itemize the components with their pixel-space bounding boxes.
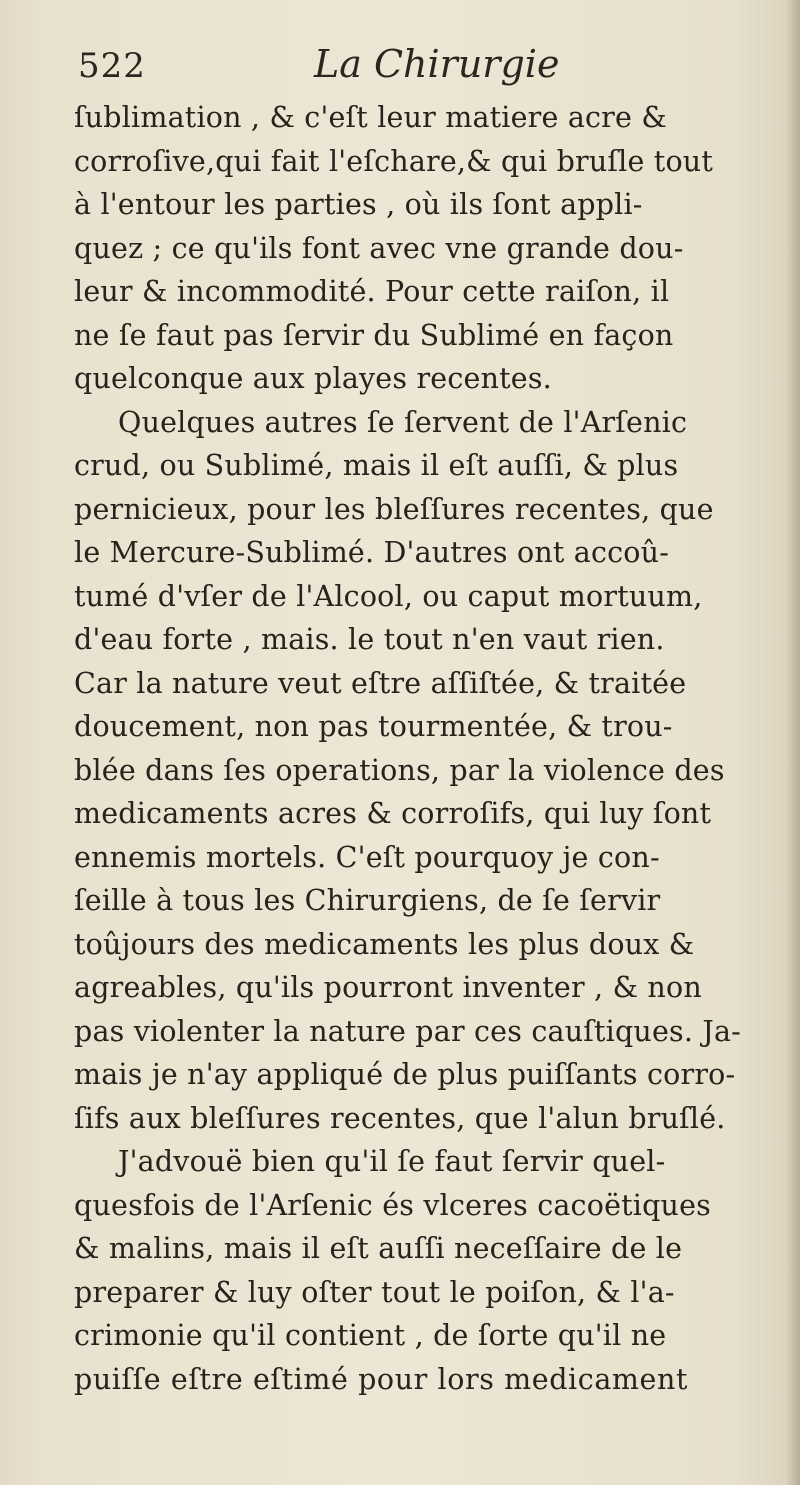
text-line: toûjours des medicaments les plus doux & xyxy=(74,927,695,961)
text-line: corroſive,qui fait l'eſchare,& qui bruſle tout xyxy=(74,144,714,178)
text-line: agreables, qu'ils pourront inventer , & non xyxy=(74,971,702,1004)
text-line: le Mercure-Sublimé. D'autres ont accoû- xyxy=(74,536,670,569)
text-line: puiſſe eſtre eſtimé pour lors medicament xyxy=(74,1362,689,1396)
text-line: leur & incommodité. Pour cette raiſon, il xyxy=(74,275,670,308)
text-line: ennemis mortels. C'eſt pourquoy je con- xyxy=(74,840,660,874)
text-line: pernicieux, pour les bleſſures recentes, que xyxy=(74,492,714,526)
text-line: quelconque aux playes recentes. xyxy=(74,362,552,395)
text-line: ſifs aux bleſſures recentes, que l'alun bruſlé. xyxy=(74,1101,726,1135)
running-title: La Chirurgie xyxy=(314,42,560,86)
text-line: mais je n'ay appliqué de plus puiſſants corro- xyxy=(74,1058,736,1091)
body-text xyxy=(74,96,786,1401)
page-number: 522 xyxy=(78,46,146,86)
text-line: blée dans ſes operations, par la violence des xyxy=(74,753,725,787)
text-line: d'eau forte , mais. le tout n'en vaut rien. xyxy=(74,623,665,656)
text-line: pas violenter la nature par ces cauſtiques. Ja- xyxy=(74,1014,742,1048)
text-line: ſublimation , & c'eſt leur matiere acre & xyxy=(74,101,667,134)
paragraph-start-line: J'advouë bien qu'il ſe faut ſervir quel- xyxy=(118,1145,666,1178)
text-line: tumé d'vſer de l'Alcool, ou caput mortuum, xyxy=(74,579,703,613)
text-line: à l'entour les parties , où ils ſont appli- xyxy=(74,188,643,221)
text-line: quesfois de l'Arſenic és vlceres cacoëtiques xyxy=(74,1188,711,1222)
text-line: doucement, non pas tourmentée, & trou- xyxy=(74,710,673,743)
running-head xyxy=(78,42,778,94)
text-line: preparer & luy oſter tout le poiſon, & l'a- xyxy=(74,1275,675,1309)
paragraph-start-line: Quelques autres ſe ſervent de l'Arſenic xyxy=(118,405,688,439)
text-line: crud, ou Sublimé, mais il eſt auſſi, & plus xyxy=(74,449,679,482)
text-line: Car la nature veut eſtre aſſiſtée, & traitée xyxy=(74,666,687,700)
text-line: medicaments acres & corroſifs, qui luy ſont xyxy=(74,797,712,830)
text-line: ne ſe faut pas ſervir du Sublimé en façon xyxy=(74,318,674,352)
text-line: & malins, mais il eſt auſſi neceſſaire de le xyxy=(74,1232,683,1265)
text-line: quez ; ce qu'ils font avec vne grande dou- xyxy=(74,231,684,265)
text-line: ſeille à tous les Chirurgiens, de ſe ſervir xyxy=(74,884,661,917)
text-line: crimonie qu'il contient , de ſorte qu'il ne xyxy=(74,1319,667,1352)
